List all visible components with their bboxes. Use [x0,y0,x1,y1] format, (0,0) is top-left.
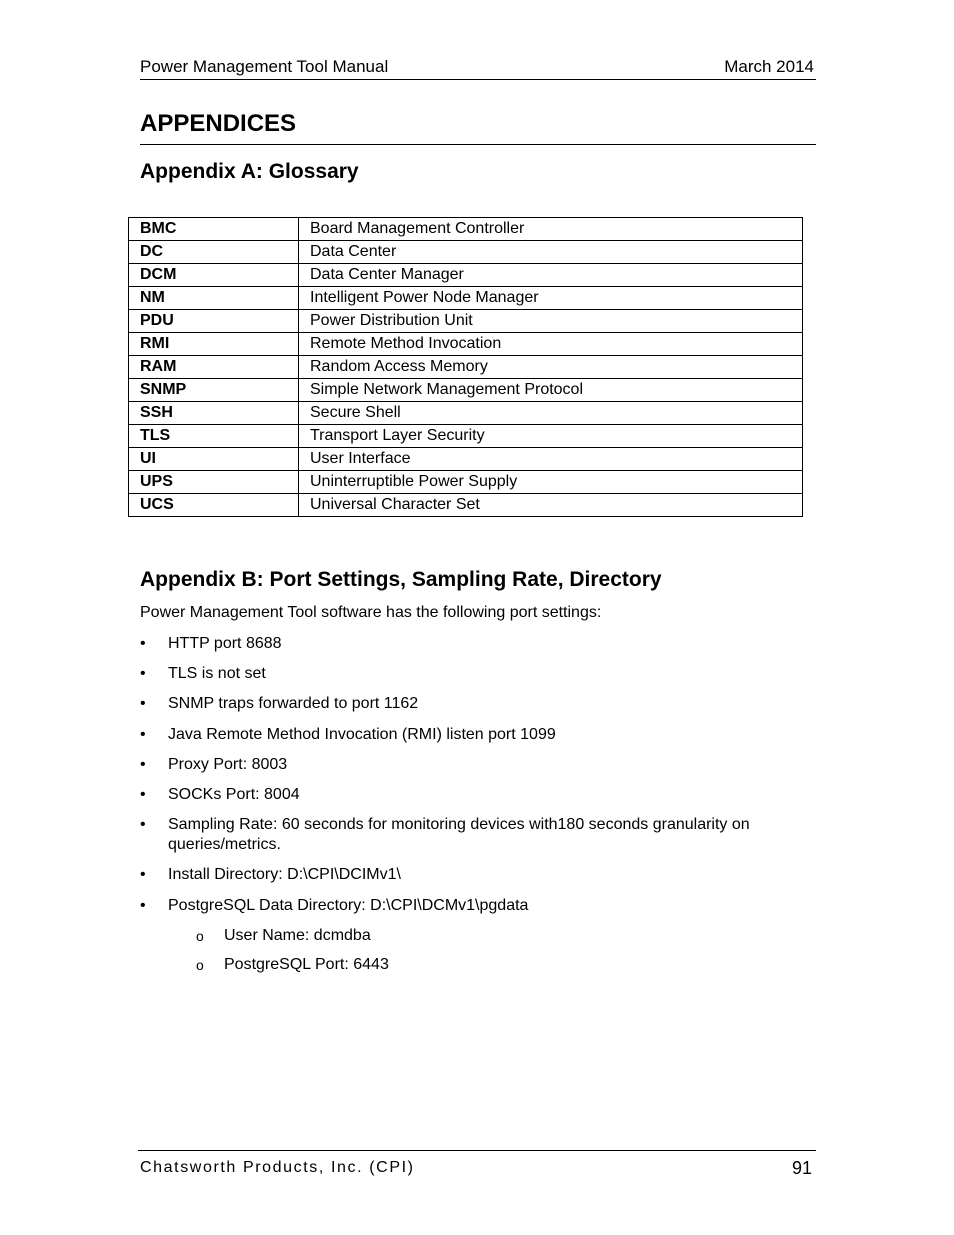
glossary-row [129,333,803,356]
bullet-icon: • [140,866,146,883]
page-footer [138,1150,816,1181]
glossary-abbreviation: RMI [129,333,299,356]
glossary-row [129,425,803,448]
circle-bullet-icon: o [196,957,204,973]
list-item-text: SOCKs Port: 8004 [168,786,300,803]
footer-company: Chatsworth Products, Inc. (CPI) [140,1159,415,1176]
manual-date: March 2014 [724,57,814,76]
list-item-text: Proxy Port: 8003 [168,756,288,773]
glossary-definition: Random Access Memory [299,356,803,379]
glossary-row [129,379,803,402]
glossary-row [129,356,803,379]
glossary-definition: Board Management Controller [299,218,803,241]
bullet-icon: • [140,786,146,803]
glossary-abbreviation: UI [129,448,299,471]
page-number: 91 [791,1158,812,1178]
glossary-definition: Remote Method Invocation [299,333,803,356]
glossary-row [129,241,803,264]
glossary-row [129,218,803,241]
bullet-icon: • [140,635,146,652]
glossary-definition: Power Distribution Unit [299,310,803,333]
glossary-abbreviation: SSH [129,402,299,425]
glossary-definition: Simple Network Management Protocol [299,379,803,402]
bullet-icon: • [140,816,146,833]
glossary-definition: Data Center [299,241,803,264]
appendix-a-title: Appendix A: Glossary [140,160,359,183]
glossary-abbreviation: UPS [129,471,299,494]
glossary-abbreviation: UCS [129,494,299,517]
glossary-row [129,448,803,471]
sub-list-item-text: User Name: dcmdba [224,927,371,944]
glossary-abbreviation: DCM [129,264,299,287]
glossary-abbreviation: BMC [129,218,299,241]
list-item-text: Sampling Rate: 60 seconds for monitoring devices with180 seconds granularity on queries/metrics. [168,816,750,853]
glossary-definition: User Interface [299,448,803,471]
glossary-abbreviation: TLS [129,425,299,448]
list-item-text: HTTP port 8688 [168,635,282,652]
appendix-b-title: Appendix B: Port Settings, Sampling Rate, Directory [140,568,662,591]
glossary-row [129,287,803,310]
glossary-definition: Intelligent Power Node Manager [299,287,803,310]
glossary-row [129,264,803,287]
glossary-definition: Uninterruptible Power Supply [299,471,803,494]
bullet-icon: • [140,897,146,914]
list-item-text: SNMP traps forwarded to port 1162 [168,695,419,712]
list-item-text: PostgreSQL Data Directory: D:\CPI\DCMv1\pgdata [168,897,529,914]
glossary-abbreviation: DC [129,241,299,264]
bullet-icon: • [140,756,146,773]
bullet-icon: • [140,665,146,682]
bullet-icon: • [140,695,146,712]
appendices-heading: APPENDICES [140,110,816,145]
glossary-abbreviation: SNMP [129,379,299,402]
list-item-text: TLS is not set [168,665,266,682]
list-item-text: Install Directory: D:\CPI\DCIMv1\ [168,866,401,883]
glossary-definition: Data Center Manager [299,264,803,287]
glossary-definition: Transport Layer Security [299,425,803,448]
port-settings-intro: Power Management Tool software has the following port settings: [140,604,602,621]
glossary-definition: Universal Character Set [299,494,803,517]
glossary-row [129,494,803,517]
bullet-icon: • [140,726,146,743]
glossary-abbreviation: RAM [129,356,299,379]
page-header [140,56,816,80]
sub-list-item-text: PostgreSQL Port: 6443 [224,956,389,973]
circle-bullet-icon: o [196,928,204,944]
glossary-abbreviation: PDU [129,310,299,333]
glossary-row [129,310,803,333]
glossary-table [128,217,803,517]
glossary-row [129,402,803,425]
glossary-row [129,471,803,494]
glossary-abbreviation: NM [129,287,299,310]
manual-title: Power Management Tool Manual [140,57,389,76]
list-item-text: Java Remote Method Invocation (RMI) listen port 1099 [168,726,556,743]
glossary-definition: Secure Shell [299,402,803,425]
